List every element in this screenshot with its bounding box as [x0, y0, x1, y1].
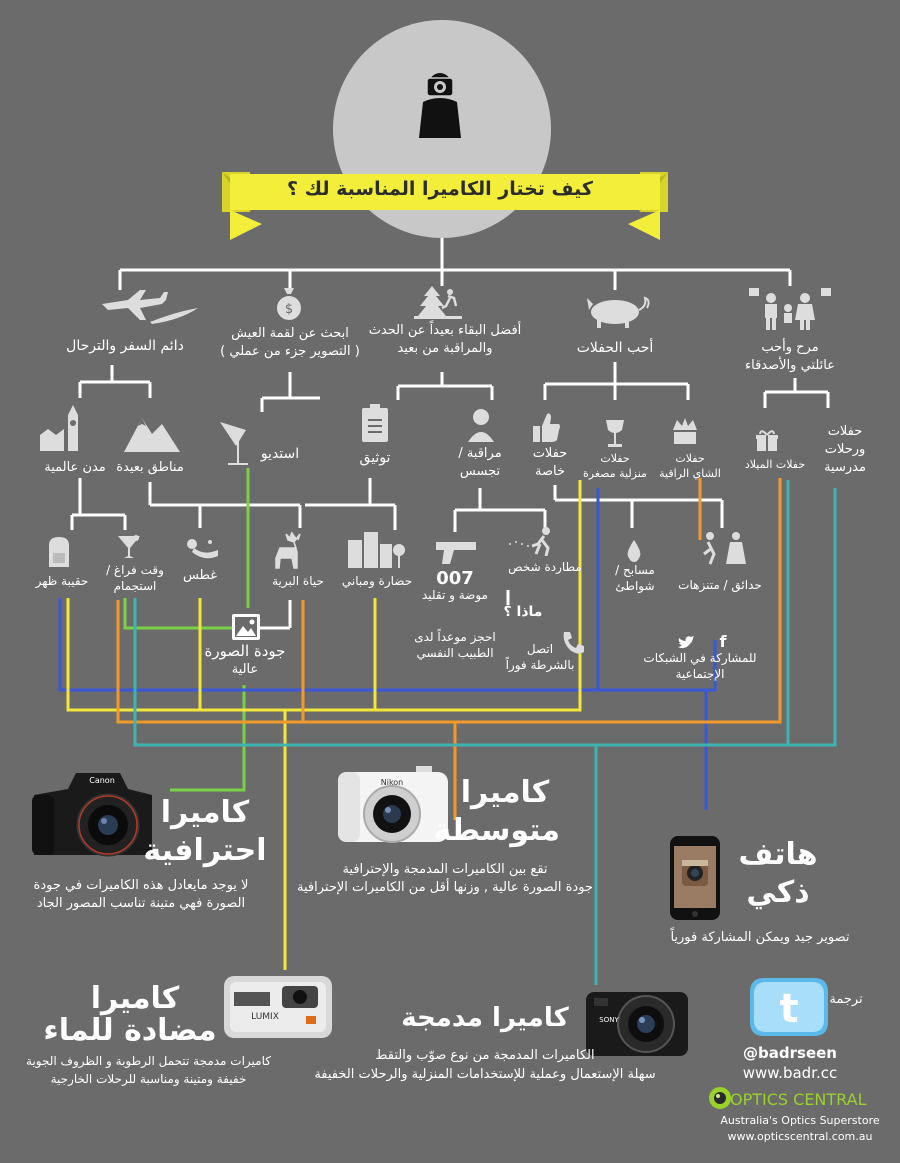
deer-icon: [272, 530, 306, 570]
node-living-line1: ابحث عن لقمة العيش: [231, 326, 349, 341]
optics-tagline: Australia's Optics Superstore: [720, 1114, 880, 1127]
node-diving: غطس: [182, 568, 218, 583]
node-social-line2: الإجتماعية: [675, 667, 725, 681]
twitter-bird-icon: [678, 636, 694, 650]
node-fashion: موضة و تقليد: [422, 588, 488, 602]
node-travel: دائم السفر والترحال: [66, 338, 184, 354]
picture-icon: [232, 614, 260, 640]
thumbs-up-icon: [533, 410, 561, 444]
node-school-line1: حفلات: [827, 424, 863, 439]
twitter-logo-icon[interactable]: [744, 972, 834, 1044]
agent-icon: [466, 408, 496, 442]
node-police-line2: بالشرطة فوراً: [505, 658, 575, 672]
node-007: 007: [436, 568, 474, 589]
node-school-line3: مدرسية: [824, 460, 866, 475]
buildings-icon: [346, 530, 406, 568]
optics-central-name: OPTICS CENTRAL: [730, 1090, 867, 1109]
node-chase: مطاردة شخص: [508, 560, 582, 574]
clipboard-icon: [360, 404, 390, 444]
facebook-icon: f: [719, 632, 727, 651]
twitter-handle[interactable]: @badrseen: [743, 1044, 837, 1062]
node-documentation: توثيق: [359, 450, 391, 466]
node-surveillance-line2: تجسس: [459, 464, 501, 479]
phone-desc: تصوير جيد ويمكن المشاركة فورياً: [670, 930, 850, 945]
chase-icon: [506, 526, 556, 556]
water-drop-icon: [626, 540, 642, 562]
node-parks: حدائق / متنزهات: [678, 578, 762, 592]
money-bag-icon: [274, 286, 304, 320]
node-social-line1: للمشاركة في الشبكات: [643, 651, 757, 665]
wine-glass-icon: [604, 420, 626, 448]
node-psych-line2: الطبيب النفسي: [416, 646, 494, 660]
water-camera-title-line2: مضادة للماء: [43, 1013, 217, 1048]
node-surveillance-line1: مراقبة /: [458, 446, 502, 461]
node-leisure-line2: استجمام: [113, 579, 157, 593]
cocktail-icon: [118, 534, 140, 560]
optics-central-logo-icon: [708, 1086, 732, 1110]
node-police-line1: اتصل: [526, 642, 554, 656]
node-tea-line2: الشاي الراقية: [659, 467, 721, 480]
node-school-line2: ورحلات: [824, 442, 866, 457]
node-backpack: حقيبة ظهر: [35, 574, 89, 588]
node-home-line1: حفلات: [600, 452, 630, 465]
node-distance-line2: والمراقبة من بعيد: [397, 341, 493, 356]
node-studio: استديو: [260, 446, 300, 462]
compact-camera-title: كاميرا مدمجة: [401, 1003, 569, 1033]
mid-camera-desc-line1: تقع بين الكاميرات المدمجة والإحترافية: [342, 862, 548, 877]
park-people-icon: [700, 530, 748, 566]
node-private-line1: حفلات: [532, 446, 568, 461]
water-camera-desc-line1: كاميرات مدمجة تتحمل الرطوبة و الظروف الجوية: [26, 1054, 271, 1068]
svg-text:$: $: [284, 302, 294, 317]
node-living-line2: ( التصوير جزء من عملي ): [220, 344, 360, 359]
family-icon: [745, 284, 835, 332]
water-camera-desc-line2: خفيفة ومتينة ومناسبة للرحلات الخارجية: [50, 1072, 247, 1086]
mid-camera-title-line2: متوسطة: [433, 813, 560, 848]
compact-camera-desc-line2: سهلة الإستعمال وعملية للإستخدامات المنزلية والرحلات الخفيفة: [314, 1067, 656, 1082]
node-wildlife: حياة البرية: [272, 574, 324, 588]
node-leisure-line1: وقت فراغ /: [106, 563, 164, 577]
node-what: ماذا ؟: [503, 604, 543, 620]
node-birthday: حفلات الميلاد: [744, 458, 806, 471]
translation-label: ترجمة: [829, 992, 863, 1007]
node-fun-line1: مرح وأحب: [761, 340, 819, 355]
node-remote-areas: مناطق بعيدة: [116, 460, 184, 475]
airplane-icon: [100, 290, 200, 330]
node-hq-line1: جودة الصورة: [204, 642, 286, 660]
pistol-icon: [436, 540, 476, 566]
tree-runner-icon: [414, 284, 462, 320]
gift-icon: [756, 430, 778, 452]
waterproof-brand: LUMIX: [251, 1012, 279, 1022]
backpack-icon: [45, 535, 73, 569]
crown-cake-icon: [670, 416, 700, 446]
node-fun-line2: عائلتي والأصدقاء: [745, 358, 835, 373]
node-private-line2: خاصة: [534, 464, 565, 479]
node-pools-line2: شواطئ: [615, 579, 655, 593]
node-civilization: حضارة ومباني: [341, 574, 413, 588]
smartphone-image: [670, 836, 720, 920]
phone-title-line2: ذكي: [746, 875, 810, 910]
compact-camera-desc-line1: الكاميرات المدمجة من نوع صوّب والتقط: [375, 1048, 595, 1063]
node-pools-line1: مسابح /: [615, 563, 655, 577]
waterproof-camera-image: [222, 968, 334, 1042]
pig-icon: [585, 294, 651, 330]
mid-camera-title-line1: كاميرا: [460, 775, 550, 810]
node-parties: أحب الحفلات: [576, 340, 654, 356]
water-camera-title-line1: كاميرا: [90, 981, 180, 1016]
node-home-line2: منزلية مصغرة: [583, 467, 647, 480]
optics-website[interactable]: www.opticscentral.com.au: [727, 1130, 873, 1143]
node-world-cities: مدن عالمية: [44, 460, 106, 475]
node-distance-line1: أفضل البقاء بعيداً عن الحدث: [368, 323, 522, 338]
pro-camera-title-line2: احترافية: [143, 833, 267, 868]
compact-brand: SONY: [599, 1016, 619, 1024]
mid-camera-desc-line2: جودة الصورة عالية , وزنها أقل من الكاميرات الإحترافية: [297, 880, 593, 895]
diver-icon: [184, 536, 220, 562]
big-ben-icon: [38, 405, 88, 453]
node-tea-line1: حفلات: [675, 452, 705, 465]
pro-camera-title-line1: كاميرا: [160, 795, 250, 830]
mirrorless-brand: Nikon: [380, 778, 404, 787]
svg-text:t: t: [779, 986, 799, 1032]
website-link[interactable]: www.badr.cc: [742, 1064, 838, 1082]
page-title: كيف تختار الكاميرا المناسبة لك ؟: [287, 178, 593, 200]
node-hq-line2: عالية: [231, 662, 259, 677]
pro-camera-desc-line1: لا يوجد مايعادل هذه الكاميرات في جودة: [33, 878, 249, 893]
mountains-icon: [124, 412, 180, 452]
phone-title-line1: هاتف: [738, 837, 818, 872]
pro-camera-desc-line2: الصورة فهي متينة تناسب المصور الجاد: [36, 896, 246, 911]
dslr-brand: Canon: [89, 776, 115, 785]
node-psych-line1: احجز موعداً لدى: [414, 630, 496, 644]
